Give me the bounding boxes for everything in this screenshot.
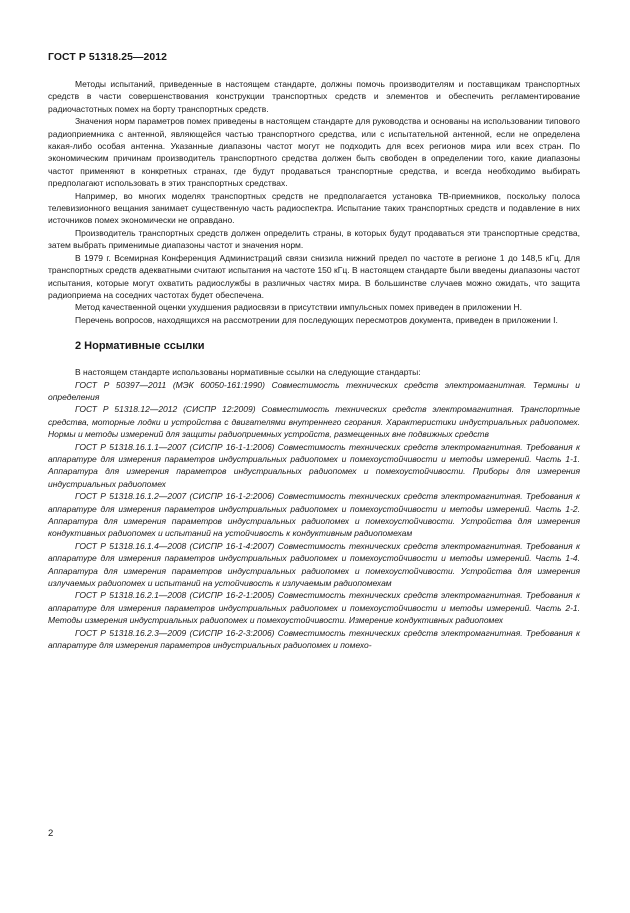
intro-paragraph-6: Метод качественной оценки ухудшения радиосвязи в присутствии импульсных помех приведен в приложении Н. — [75, 302, 522, 313]
document-header: ГОСТ Р 51318.25—2012 — [48, 52, 167, 63]
page-number: 2 — [48, 828, 54, 839]
intro-paragraph-4: Производитель транспортных средств должен определить страны, в которых будут продаваться эти транспортные средства, затем выбрать применимые диапазоны частот и значения норм. — [48, 227, 580, 251]
intro-paragraph-7: Перечень вопросов, находящихся на рассмотрении для последующих пересмотров документа, приведен в приложении I. — [75, 314, 558, 325]
reference-item: ГОСТ Р 51318.16.1.2—2007 (СИСПР 16-1-2:2006) Совместимость технических средств электромагнитная. Требования к аппаратуре для измерения параметров индустриальных радиопомех и помехоустойчивости и методы измерений. Часть 1-2. Аппаратура для измерения параметров индустриальных радиопомех и помехоустойчивости. Устройства для измерения кондуктивных радиопомех и испытаний на устойчивость к кондуктивным радиопомехам — [48, 491, 580, 539]
intro-paragraph-5: В 1979 г. Всемирная Конференция Администраций связи снизила нижний предел по частоте в регионе 1 до 148,5 кГц. Для транспортных средств адекватными считают испытания на частоте 150 кГц. В настоящем стандарте были введены диапазоны частот испытания, которые могут охватить радиослужбы в различных частях мира. В большинстве случаев можно ожидать, что защита радиоприема на соседних частотах будет обеспечена. — [48, 252, 580, 300]
reference-item: ГОСТ Р 51318.12—2012 (СИСПР 12:2009) Совместимость технических средств электромагнитная. Транспортные средства, моторные лодки и устройства с двигателями внутреннего сгорания. Характеристики индустриальных радиопомех. Нормы и методы измерений для защиты радиоприемных устройств, размещенных вне подвижных средств — [48, 404, 580, 440]
intro-paragraph-3: Например, во многих моделях транспортных средств не предполагается установка ТВ-приемников, поскольку полоса телевизионного вещания занимает существенную часть радиоспектра. Испытание таких транспортных средств и подавление в них источников помех экономически не оправдано. — [48, 190, 580, 226]
reference-item: ГОСТ Р 51318.16.2.3—2009 (СИСПР 16-2-3:2006) Совместимость технических средств электромагнитная. Требования к аппаратуре для измерения параметров индустриальных радиопомех и помехо- — [48, 627, 580, 651]
section-lead: В настоящем стандарте использованы нормативные ссылки на следующие стандарты: — [75, 367, 421, 378]
intro-paragraph-1: Методы испытаний, приведенные в настоящем стандарте, должны помочь производителям и поставщикам транспортных средств в части совершенствования конструкции транспортных средств и элементов и обеспечить регламентирование радиочастотных помех на борту транспортных средств. — [48, 79, 580, 114]
reference-item: ГОСТ Р 51318.16.2.1—2008 (СИСПР 16-2-1:2005) Совместимость технических средств электромагнитная. Требования к аппаратуре для измерения параметров индустриальных радиопомех и помехоустойчивости и методы измерений. Часть 2-1. Методы измерения индустриальных радиопомех и помехоустойчивости. Измерение кондуктивных радиопомех — [48, 590, 580, 626]
reference-item: ГОСТ Р 51318.16.1.4—2008 (СИСПР 16-1-4:2007) Совместимость технических средств электромагнитная. Требования к аппаратуре для измерения параметров индустриальных радиопомех и помехоустойчивости и методы измерений. Часть 1-4. Аппаратура для измерения параметров индустриальных радиопомех и помехоустойчивости. Устройства для измерения излучаемых радиопомех и испытаний на устойчивость к излучаемым радиопомехам — [48, 540, 580, 589]
reference-item: ГОСТ Р 51318.16.1.1—2007 (СИСПР 16-1-1:2006) Совместимость технических средств электромагнитная. Требования к аппаратуре для измерения параметров индустриальных радиопомех и помехоустойчивости и методы измерений. Часть 1-1. Аппаратура для измерения параметров индустриальных радиопомех и помехоустойчивости. Приборы для измерения индустриальных радиопомех — [48, 441, 580, 489]
section-heading: 2 Нормативные ссылки — [75, 340, 205, 353]
intro-paragraph-2: Значения норм параметров помех приведены в настоящем стандарте для руководства и основаны на использовании типового радиоприемника с антенной, являющейся частью транспортного средства, или с испытательной антенной, если не определена какая-либо особая антенна. Указанные диапазоны частот могут не подходить для всех регионов мира или всех стран. По экономическим причинам производитель транспортного средства должен быть свободен в определении того, какие диапазоны частот применяют в конкретных странах, где будут продаваться транспортные средства, и всегда необходимо выбирать предполагают использовать в этих транспортных средствах. — [48, 116, 580, 189]
document-body — [48, 78, 580, 651]
reference-item: ГОСТ Р 50397—2011 (МЭК 60050-161:1990) Совместимость технических средств электромагнитная. Термины и определения — [48, 379, 580, 402]
